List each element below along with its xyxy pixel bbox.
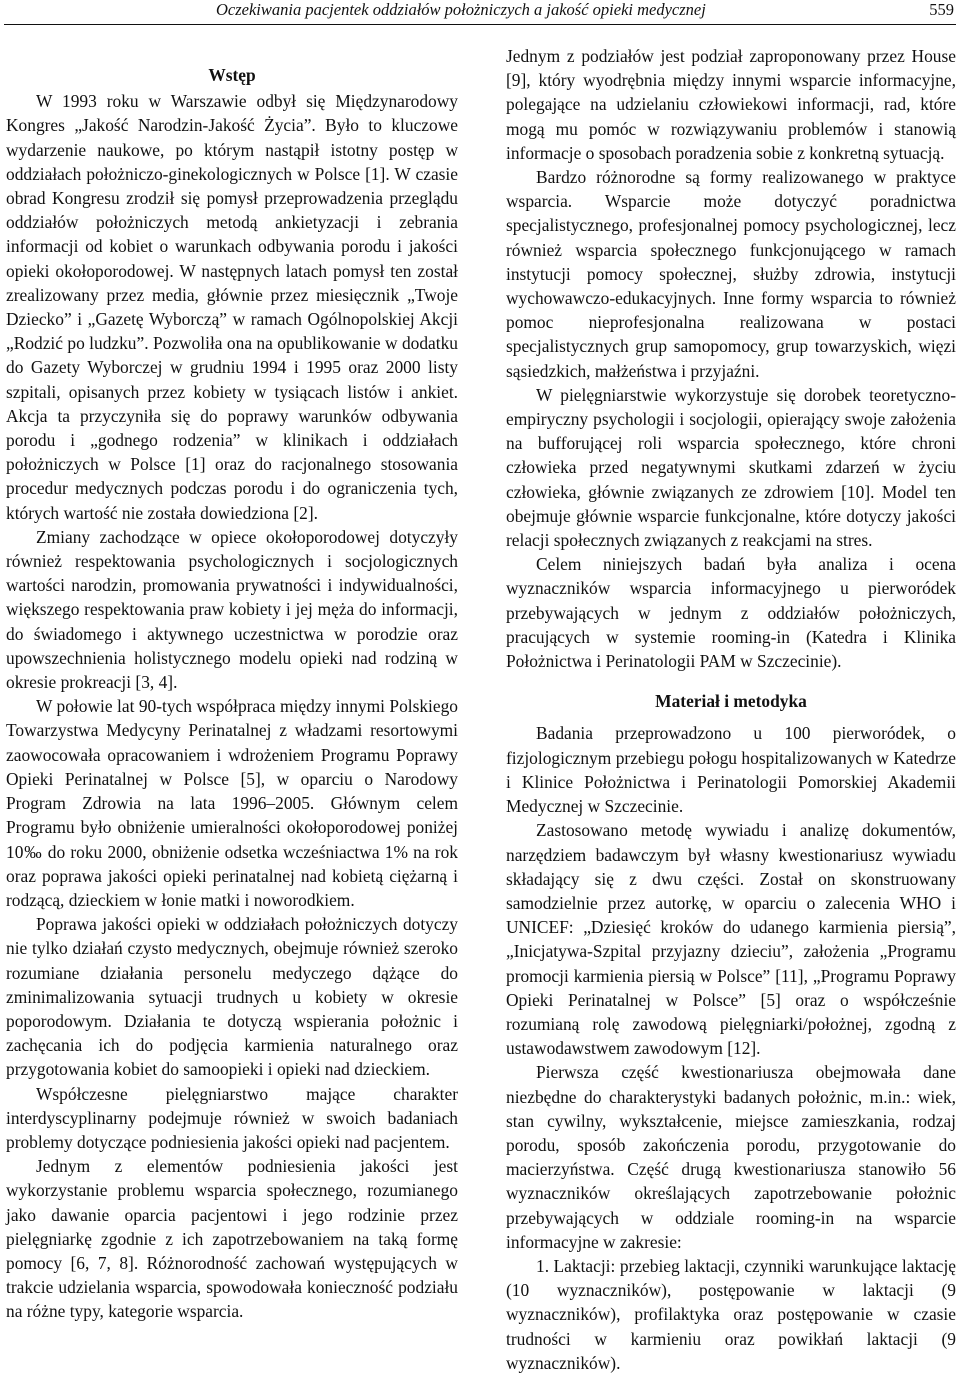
paragraph: 1. Laktacji: przebieg laktacji, czynniki warunkujące laktację (10 wyznaczników), postępowanie w laktacji (9 wyznaczników), profilaktyka oraz postępowanie w czasie trudności w karmieniu oraz powikłań laktacji (9 wyznaczników). <box>506 1255 956 1373</box>
section-heading-methods: Materiał i metodyka <box>655 691 807 712</box>
paragraph: W pielęgniarstwie wykorzystuje się dorobek teoretyczno-empiryczny psychologii i socjologii, opierający swoje założenia na bufforującej roli wsparcia społecznego, które chroni człowieka przed negatywnymi skutkami zdarzeń w życiu człowieka, głównie związanych ze zdrowiem [10]. Model ten obejmuje głównie wsparcie funkcjonalne, które dotyczy jakości relacji społecznych związanych z reakcjami na stres. <box>506 384 956 551</box>
paragraph: Badania przeprowadzono u 100 pierworódek, o fizjologicznym przebiegu połogu hospitalizowanych w Katedrze i Klinice Położnictwa i Perinatologii Pomorskiej Akademii Medycznej w Szczecinie. <box>506 723 956 817</box>
running-title: Oczekiwania pacjentek oddziałów położniczych a jakość opieki medycznej <box>216 0 706 19</box>
paragraph: Zmiany zachodzące w opiece okołoporodowej dotyczyły również respektowania psychologicznych i socjologicznych wartości narodzin, promowania prywatności i indywidualności, większego respektowania praw kobiety i jej męża do informacji, do świadomego i aktywnego uczestnictwa w porodzie oraz upowszechnienia holistycznego modelu opieki nad rodziną w okresie prokreacji [3, 4]. <box>6 526 458 693</box>
paragraph: Jednym z podziałów jest podział zaproponowany przez House [9], który wyodrębnia między innymi wsparcie informacyjne, polegające na udzielaniu człowiekowi informacji, rad, które mogą mu pomóc w rozwiązywaniu problemów i stanowią informacje o sposobach poradzenia sobie z konkretną sytuacją. <box>506 46 956 163</box>
paragraph: Współczesne pielęgniarstwo mające charakter interdyscyplinarny podejmuje również w swoich badaniach problemy dotyczące podniesienia jakości opieki nad pacjentem. <box>6 1083 458 1152</box>
paragraph: W połowie lat 90-tych współpraca między innymi Polskiego Towarzystwa Medycyny Perinatalnej z władzami resortowymi zaowocowała opracowaniem i wdrożeniem Programu Poprawy Opieki Perinatalnej w Polsce [5], w oparciu o Narodowy Program Zdrowia na lata 1996–2005. Głównym celem Programu było obniżenie umieralności okołoporodowej poniżej 10‰ do roku 2000, obniżenie odsetka wcześniactwa 1% na rok oraz poprawa jakości opieki perinatalnej nad kobietą ciężarną i rodzącą, dzieckiem w łonie matki i noworodkiem. <box>6 696 458 910</box>
section-heading-introduction: Wstęp <box>208 65 256 85</box>
paragraph: Poprawa jakości opieki w oddziałach położniczych dotyczy nie tylko działań czysto medycznych, obejmuje również szeroko rozumiane działania personelu medyczego dążące do zminimalizowania sytuacji trudnych u kobiety w okresie poporodowym. Działania te dotyczą wspierania położnic i zachęcania ich do podjęcia karmienia naturalnego oraz przygotowania kobiet do samoopieki i opieki nad dzieckiem. <box>6 914 458 1080</box>
paragraph: Bardzo różnorodne są formy realizowanego w praktyce wsparcia. Wsparcie może dotyczyć poradnictwa specjalistycznego, profesjonalnej pomocy psychologicznej, lecz również wsparcia społecznego funkcjonującego w ramach instytucji pomocy społecznej, służby zdrowia, instytucji wychowawczo-edukacyjnych. Inne formy wsparcia to również pomoc nieprofesjonalna realizowana w postaci specjalistycznych grup samopomocy, grup towarzyskich, więzi sąsiedzkich, małżeństwa i przyjaźni. <box>506 167 956 381</box>
paragraph: Pierwsza część kwestionariusza obejmowała dane niezbędne do charakterystyki badanych położnic, m.in.: wiek, stan cywilny, wykształcenie, miejsce zamieszkania, rodzaj porodu, sposób zakończenia porodu, przygotowanie do macierzyństwa. Część drugą kwestionariusza stanowiło 56 wyznaczników określających zapotrzebowanie położnic przebywających w oddziale rooming-in na wsparcie informacyjne w zakresie: <box>506 1062 956 1252</box>
paragraph: Celem niniejszych badań była analiza i ocena wyznaczników wsparcia informacyjnego u pierworódek przebywających w jednym z oddziałów położniczych, pracujących w systemie rooming-in (Katedra i Klinika Położnictwa i Perinatologii PAM w Szczecinie). <box>506 554 956 672</box>
header-rule <box>4 24 956 25</box>
paragraph: Jednym z elementów podniesienia jakości jest wykorzystanie problemu wsparcia społecznego, rozumianego jako dawanie oparcia pacjentowi i jego rodzinie przez pielęgniarkę zgodnie z ich zapotrzebowaniem na taką formę pomocy [6, 7, 8]. Różnorodność zachowań występujących w trakcie udzielania wsparcia, spowodowała konieczność podziału na różne typy, kategorie wsparcia. <box>6 1156 458 1322</box>
paragraph: W 1993 roku w Warszawie odbył się Międzynarodowy Kongres „Jakość Narodzin-Jakość Życia”. Było to kluczowe wydarzenie naukowe, po którym nastąpił istotny postęp w oddziałach położniczo-ginekologicznych w Polsce [1]. W czasie obrad Kongresu zrodził się pomysł przeprowadzenia przeglądu oddziałów położniczych metodą ankietyzacji i zebrania informacji od kobiet o warunkach odbywania porodu i jakości opieki okołoporodowej. W następnych latach pomysł ten został zrealizowany przez media, głównie przez miesięcznik „Twoje Dziecko” i „Gazetę Wyborczą” w ramach Ogólnopolskiej Akcji „Rodzić po ludzku”. Pozwoliła ona na opublikowanie w dodatku do Gazety Wyborczej w grudniu 1994 i 1995 oraz 2000 listy szpitali, opisanych przez kobiety w tysiącach listów i ankiet. Akcja ta przyczyniła się do poprawy warunków odbywania porodu i „godnego rodzenia” w klinikach i oddziałach położniczych w Polsce [1] oraz do racjonalnego stosowania procedur medycznych podczas porodu i do ograniczenia tych, których wartość nie została dowiedziona [2]. <box>6 91 458 523</box>
paragraph: Zastosowano metodę wywiadu i analizę dokumentów, narzędziem badawczym był własny kwestionariusz wywiadu składający się z dwu części. Został on skonstruowany samodzielnie przez autorkę, w oparciu o zalecenia WHO i UNICEF: „Dziesięć kroków do udanego karmienia piersią”, „Inicjatywa-Szpital przyjazny dzieciu”, założenia „Programu promocji karmienia piersią w Polsce” [11], „Programu Poprawy Opieki Perinatalnej w Polsce” [5] oraz o współcześnie rozumianą rolę zawodową pielęgniarki/położnej, zgodną z ustawodawstwem zawodowym [12]. <box>506 820 956 1059</box>
running-header <box>0 0 960 28</box>
page-number: 559 <box>929 0 954 19</box>
right-column <box>506 44 956 1375</box>
left-column <box>6 63 458 1324</box>
